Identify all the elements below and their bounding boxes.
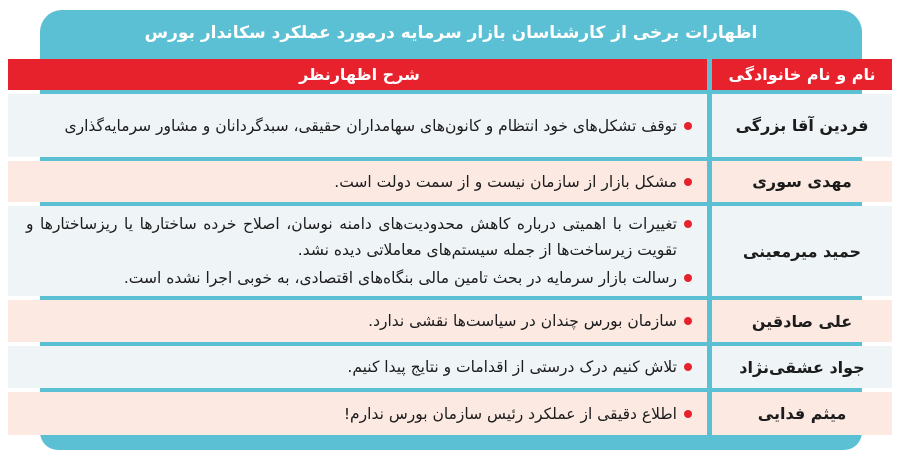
table-row xyxy=(8,392,892,435)
bullet-icon xyxy=(684,274,692,282)
bullet-icon xyxy=(684,122,692,130)
page-title: اظهارات برخی از کارشناسان بازار سرمایه درمورد عملکرد سکاندار بورس xyxy=(144,23,758,43)
person-name: مهدی سوری xyxy=(752,172,852,191)
person-name: فردین آقا بزرگی xyxy=(735,116,869,135)
bullet-icon xyxy=(684,317,692,325)
table-row xyxy=(8,161,892,202)
statement-text: تغییرات با اهمیتی درباره کاهش محدودیت‌های دامنه نوسان، اصلاح خرده ساختارها یا ریزساختارها و تقویت زیرساخت‌ها از جمله سیستم‌های معاملاتی دیده نشد. xyxy=(26,215,677,259)
statement-item xyxy=(26,308,693,334)
table-row xyxy=(8,94,892,157)
statement-text: رسالت بازار سرمایه در بحث تامین مالی بنگاه‌های اقتصادی، به خوبی اجرا نشده است. xyxy=(123,269,677,287)
statement-text: سازمان بورس چندان در سیاست‌ها نقشی ندارد. xyxy=(368,312,677,330)
bullet-icon xyxy=(684,178,692,186)
bullet-icon xyxy=(684,363,692,371)
statement-text: مشکل بازار از سازمان نیست و از سمت دولت است. xyxy=(334,172,677,191)
person-name: میثم فدایی xyxy=(757,404,847,423)
statement-item xyxy=(26,169,693,195)
table-row xyxy=(8,206,892,296)
header-statement-column: شرح اظهارنظر xyxy=(8,59,707,90)
table-row xyxy=(8,346,892,388)
table-row xyxy=(8,300,892,342)
statements-table xyxy=(8,59,892,439)
person-name: حمید میرمعینی xyxy=(742,241,862,261)
header-name-column: نام و نام خانوادگی xyxy=(712,59,892,90)
statement-text: توقف تشکل‌های خود انتظام و کانون‌های سهامداران حقیقی، سبدگردانان و مشاور سرمایه‌گذاری xyxy=(64,116,677,135)
statement-item xyxy=(26,265,693,291)
person-name: جواد عشقی‌نژاد xyxy=(739,357,865,377)
statement-item xyxy=(26,211,693,263)
bullet-icon xyxy=(684,220,692,228)
table-header-row xyxy=(8,59,892,90)
person-name: علی صادقین xyxy=(751,311,853,331)
statement-text: تلاش کنیم درک درستی از اقدامات و نتایج پیدا کنیم. xyxy=(347,358,677,376)
bullet-icon xyxy=(684,410,692,418)
statement-item xyxy=(26,354,693,380)
statement-item xyxy=(26,113,693,139)
statement-text: اطلاع دقیقی از عملکرد رئیس سازمان بورس ندارم! xyxy=(343,404,677,423)
statement-item xyxy=(26,401,693,427)
